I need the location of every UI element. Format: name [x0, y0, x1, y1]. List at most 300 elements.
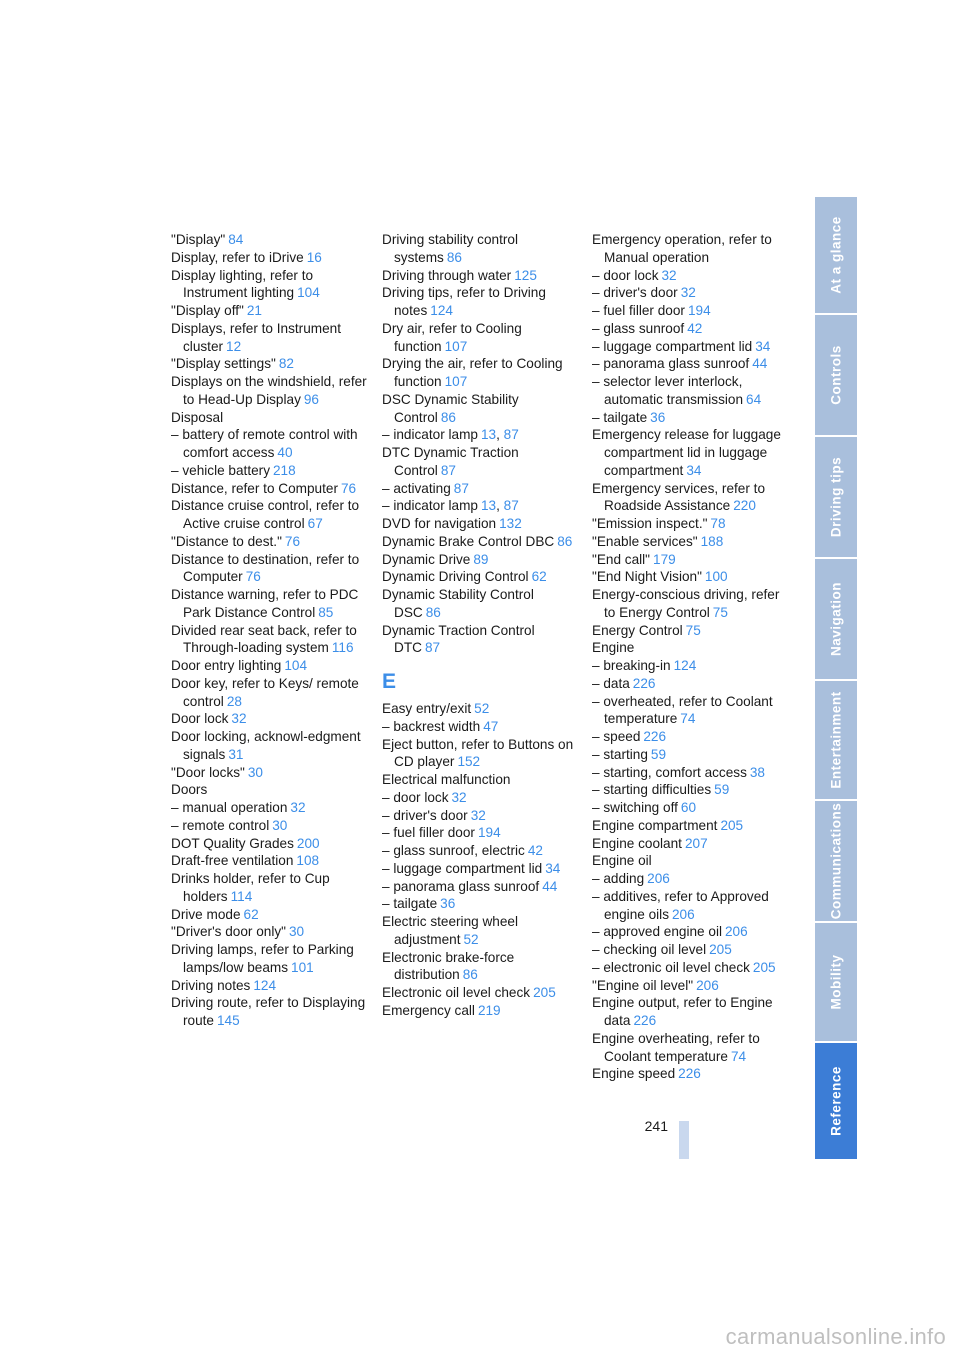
page-link[interactable]: 76 — [245, 569, 261, 585]
page-link[interactable]: 76 — [340, 480, 357, 496]
index-entry-text: – battery of remote control with comfort access — [171, 427, 358, 460]
chapter-tab-label: Reference — [828, 1066, 844, 1136]
page-link[interactable]: 30 — [247, 764, 263, 780]
index-entry — [171, 817, 369, 835]
index-entry-text: Emergency operation, refer to Manual operation — [592, 232, 772, 265]
index-entry — [592, 941, 790, 959]
page-link[interactable]: 44 — [542, 878, 558, 894]
page-link[interactable]: 87 — [440, 462, 456, 478]
page-link[interactable]: 36 — [440, 896, 456, 912]
index-entry-text: – door lock — [382, 789, 449, 805]
page-link[interactable]: 104 — [284, 658, 308, 673]
index-entry — [171, 267, 369, 303]
index-entry — [592, 284, 790, 302]
index-entry — [592, 835, 790, 853]
page-link[interactable]: 205 — [709, 942, 732, 957]
index-entry — [382, 355, 580, 391]
index-entry-text: – indicator lamp — [382, 498, 478, 514]
index-entry — [382, 700, 580, 718]
index-entry — [171, 355, 369, 373]
index-entry — [171, 320, 369, 356]
page-link[interactable]: 219 — [477, 1002, 501, 1018]
index-entry — [171, 551, 369, 587]
page-link[interactable]: 32 — [661, 267, 677, 283]
index-entry-text: Driving route, refer to Displaying route — [171, 995, 366, 1028]
index-entry — [382, 568, 580, 586]
page-link[interactable]: 34 — [755, 338, 771, 354]
page-link[interactable]: 101 — [291, 959, 314, 975]
index-entry-text: "Display settings" — [171, 356, 276, 372]
index-entry — [171, 728, 369, 764]
page-link[interactable]: 87 — [424, 640, 441, 656]
index-entry — [592, 923, 790, 941]
page-link[interactable]: 28 — [226, 693, 242, 709]
page-link[interactable]: 36 — [650, 409, 666, 425]
index-entry-text: – panorama glass sunroof — [382, 878, 540, 894]
index-entry-text: Door lock — [171, 711, 229, 727]
page-link[interactable]: 38 — [749, 764, 765, 780]
index-entry — [171, 994, 369, 1030]
chapter-tab-entertainment[interactable] — [815, 681, 857, 801]
index-entry-text: – fuel filler door — [382, 825, 475, 841]
index-entry — [171, 923, 369, 941]
page-link[interactable]: 74 — [730, 1048, 747, 1064]
page-link[interactable]: 188 — [700, 533, 724, 549]
index-entry-text: DVD for navigation — [382, 516, 497, 531]
page-link[interactable]: 114 — [230, 888, 253, 904]
index-entry — [592, 657, 790, 675]
index-entry-text: Draft-free ventilation — [171, 853, 294, 869]
index-entry-text: "Emission inspect." — [592, 516, 708, 531]
chapter-tab-label: Navigation — [828, 581, 844, 657]
index-entry — [382, 789, 580, 807]
index-entry — [592, 302, 790, 320]
page-link[interactable]: 86 — [440, 409, 456, 425]
index-column-1 — [171, 231, 369, 1030]
index-entry-text: Energy-conscious driving, refer to Energy Control — [592, 587, 780, 620]
page-link[interactable]: 34 — [545, 860, 561, 876]
index-entry-text: Engine — [592, 640, 635, 656]
index-entry-text: – adding — [592, 871, 645, 886]
page-link[interactable]: 84 — [228, 232, 244, 247]
page-link[interactable]: 13 — [480, 498, 497, 514]
page-link[interactable]: 116 — [331, 640, 354, 656]
page-link[interactable]: 67 — [307, 516, 323, 531]
index-entry — [382, 480, 580, 498]
page-link[interactable]: 30 — [272, 817, 288, 833]
page-link[interactable]: 59 — [650, 746, 667, 762]
page-link[interactable]: 86 — [462, 967, 478, 983]
page-link[interactable]: 104 — [297, 285, 320, 301]
page-link[interactable]: 75 — [685, 622, 701, 638]
index-entry — [592, 870, 790, 888]
page-link[interactable]: 44 — [752, 356, 768, 372]
page-link[interactable]: 107 — [444, 338, 468, 354]
page-link[interactable]: 64 — [746, 391, 762, 407]
page-link[interactable]: 32 — [470, 807, 486, 823]
index-entry-text: – data — [592, 675, 630, 691]
index-entry — [592, 426, 790, 479]
index-entry — [382, 267, 580, 285]
index-entry — [171, 373, 369, 409]
index-entry — [171, 870, 369, 906]
index-entry-text: Engine coolant — [592, 835, 682, 851]
page-link[interactable]: 34 — [686, 462, 702, 478]
index-entry — [171, 586, 369, 622]
index-entry — [592, 852, 790, 870]
index-entry — [171, 302, 369, 320]
index-entry-text: Dynamic Traction Control DTC — [382, 622, 535, 656]
page-link[interactable]: 89 — [473, 551, 489, 567]
page-link[interactable]: 179 — [653, 551, 676, 567]
index-entry — [592, 373, 790, 409]
page-link[interactable]: 87 — [503, 498, 519, 514]
page-link[interactable]: 206 — [696, 977, 719, 993]
index-entry — [382, 860, 580, 878]
index-entry-text: – starting — [592, 746, 648, 762]
index-entry — [382, 824, 580, 842]
index-entry — [382, 551, 580, 569]
index-entry-text: Engine compartment — [592, 817, 718, 833]
page-link[interactable]: 218 — [273, 462, 296, 478]
index-entry-text: Drying the air, refer to Cooling function — [382, 356, 563, 389]
index-entry — [592, 693, 790, 729]
chapter-tab-label: Entertainment — [828, 691, 844, 789]
index-entry — [382, 895, 580, 913]
index-column-2 — [382, 231, 580, 1020]
index-entry-text: Driving through water — [382, 267, 512, 283]
index-entry-text: – approved engine oil — [592, 924, 722, 940]
chapter-tab-mobility[interactable] — [815, 923, 857, 1043]
index-entry-text: "Door locks" — [171, 764, 245, 780]
page-link[interactable]: 52 — [463, 931, 479, 947]
page-link[interactable]: 62 — [531, 569, 547, 585]
index-entry — [171, 462, 369, 480]
page-link[interactable]: 82 — [278, 356, 294, 372]
page-link[interactable]: 205 — [720, 817, 744, 833]
index-entry-text: Dry air, refer to Cooling function — [382, 320, 522, 354]
index-entry — [592, 817, 790, 835]
index-entry-text: – starting, comfort access — [592, 764, 747, 780]
page-link[interactable]: 42 — [687, 320, 703, 336]
page-link[interactable]: 87 — [503, 427, 519, 443]
index-entry-text: – overheated, refer to Coolant temperature — [592, 693, 773, 727]
index-entry-text: – switching off — [592, 800, 678, 815]
index-entry: – indicator lamp 13, 87 — [382, 427, 519, 443]
index-entry-text: "End Night Vision" — [592, 569, 702, 585]
index-entry — [382, 984, 580, 1002]
watermark: carmanualsonline.info — [725, 1324, 946, 1349]
index-entry — [171, 710, 369, 728]
index-entry-text: – driver's door — [382, 807, 468, 823]
page-link[interactable]: 47 — [483, 718, 499, 734]
index-entry — [592, 799, 790, 817]
index-entry-text: Distance warning, refer to PDC Park Distance Control — [171, 587, 359, 620]
index-entry — [592, 728, 790, 746]
index-entry-text: – selector lever interlock, automatic transmission — [592, 374, 744, 407]
index-entry — [382, 913, 580, 949]
index-entry-text: "Driver's door only" — [171, 924, 286, 940]
page-link[interactable]: 59 — [714, 782, 730, 798]
index-entry-text: Emergency release for luggage compartment lid in luggage compartment — [592, 427, 781, 478]
index-entry-text: – driver's door — [592, 285, 678, 301]
index-entry-text: DTC Dynamic Traction Control — [382, 445, 519, 478]
index-entry-text: "Display" — [171, 232, 226, 247]
index-entry-text: Electronic brake-force distribution — [382, 949, 515, 983]
index-entry — [592, 639, 790, 657]
index-entry — [171, 622, 369, 658]
index-entry — [592, 568, 790, 586]
page-link[interactable]: 205 — [533, 985, 556, 1000]
index-entry-text: Distance to destination, refer to Computer — [171, 551, 360, 585]
page-link[interactable]: 152 — [457, 754, 481, 770]
index-entry — [171, 906, 369, 924]
page-link[interactable]: 32 — [231, 711, 247, 727]
index-entry-text: Drive mode — [171, 906, 241, 922]
index-entry-text: Engine speed — [592, 1066, 676, 1082]
index-entry — [171, 799, 369, 817]
page-link[interactable]: 13 — [480, 427, 497, 443]
index-entry-text: – tailgate — [592, 409, 648, 425]
chapter-tab-label: At a glance — [828, 216, 844, 294]
index-entry — [171, 977, 369, 995]
page-link[interactable]: 16 — [306, 249, 322, 265]
page-link[interactable]: 226 — [678, 1066, 701, 1082]
chapter-tab-navigation[interactable] — [815, 559, 857, 681]
index-entry-text: Dynamic Stability Control DSC — [382, 587, 534, 620]
page-link[interactable]: 226 — [632, 675, 656, 691]
page-link[interactable]: 124 — [430, 303, 453, 318]
index-entry-text: – panorama glass sunroof — [592, 356, 750, 372]
index-entry — [592, 622, 790, 640]
index-entry-text: Displays, refer to Instrument cluster — [171, 320, 341, 354]
page-link[interactable]: 74 — [680, 711, 696, 727]
page-link[interactable]: 86 — [557, 533, 573, 549]
page-link[interactable]: 226 — [633, 1013, 657, 1028]
section-letter: E — [382, 670, 397, 693]
page-link[interactable]: 194 — [477, 825, 501, 841]
index-entry-text: – starting difficulties — [592, 782, 712, 798]
index-entry — [382, 586, 580, 622]
page-link[interactable]: 30 — [289, 924, 305, 940]
index-entry — [171, 533, 369, 551]
page-link[interactable]: 124 — [673, 658, 697, 673]
index-entry — [592, 888, 790, 924]
index-entry — [382, 622, 580, 658]
page-link[interactable]: 42 — [527, 843, 543, 858]
index-entry-text: – door lock — [592, 267, 659, 283]
index-entry-text: Distance cruise control, refer to Active cruise control — [171, 498, 360, 531]
page-link[interactable]: 206 — [725, 924, 748, 940]
index-entry — [382, 807, 580, 825]
page-link[interactable]: 96 — [303, 391, 319, 407]
index-entry-text: Driving stability control systems — [382, 232, 518, 265]
index-entry — [171, 764, 369, 782]
page-link[interactable]: 206 — [672, 906, 695, 922]
page-link[interactable]: 31 — [228, 746, 244, 762]
index-entry — [171, 675, 369, 711]
index-entry-text: Energy Control — [592, 622, 683, 638]
index-entry-text: – checking oil level — [592, 942, 707, 957]
index-entry-text: Doors — [171, 782, 208, 798]
index-entry — [592, 1065, 790, 1083]
index-entry-text: – luggage compartment lid — [592, 338, 753, 354]
index-entry-text: DOT Quality Grades — [171, 835, 294, 851]
index-entry — [382, 878, 580, 896]
page-number-bar — [679, 1121, 689, 1159]
page-link[interactable]: 125 — [514, 267, 537, 283]
page-link[interactable]: 124 — [253, 977, 277, 993]
index-entry — [382, 736, 580, 772]
index-entry-text: Emergency services, refer to Roadside Assistance — [592, 480, 766, 514]
index-entry-text: Engine oil — [592, 853, 652, 869]
index-entry: – indicator lamp 13, 87 — [382, 498, 519, 514]
index-entry-text: "Enable services" — [592, 533, 698, 549]
index-entry-text: Eject button, refer to Buttons on CD player — [382, 736, 574, 770]
index-entry — [171, 480, 369, 498]
index-entry-text: DSC Dynamic Stability Control — [382, 391, 519, 425]
index-entry-text: Dynamic Brake Control DBC — [382, 533, 555, 549]
index-entry-text: Displays on the windshield, refer to Head-Up Display — [171, 374, 367, 407]
page-link[interactable]: 194 — [687, 303, 711, 318]
page-link[interactable]: 32 — [290, 800, 306, 815]
index-entry-text: Emergency call — [382, 1002, 475, 1018]
chapter-tab-label: Communications — [828, 802, 844, 920]
index-entry — [382, 1002, 580, 1020]
page-link[interactable]: 32 — [451, 789, 467, 805]
page-link[interactable]: 86 — [425, 604, 441, 620]
index-entry — [382, 284, 580, 320]
index-entry-text: Disposal — [171, 409, 224, 425]
page-link[interactable]: 60 — [680, 800, 697, 815]
index-entry-text: Display lighting, refer to Instrument lighting — [171, 267, 314, 301]
chapter-tab-label: Driving tips — [828, 456, 844, 538]
index-entry-text: Divided rear seat back, refer to Through-loading system — [171, 622, 357, 656]
page-link[interactable]: 85 — [318, 604, 334, 620]
page-link[interactable]: 76 — [284, 533, 301, 549]
page-link[interactable]: 75 — [712, 604, 728, 620]
page-link[interactable]: 205 — [752, 959, 776, 975]
page-link[interactable]: 86 — [446, 249, 462, 265]
index-entry-text: Door locking, acknowl-edgment signals — [171, 729, 361, 762]
index-entry — [592, 480, 790, 516]
index-entry-text: – breaking-in — [592, 658, 671, 673]
index-entry — [592, 586, 790, 622]
page-link[interactable]: 52 — [474, 701, 490, 716]
index-entry-text: – activating — [382, 480, 451, 496]
index-entry — [382, 842, 580, 860]
index-entry — [592, 675, 790, 693]
index-entry-text: – glass sunroof — [592, 320, 685, 336]
index-entry — [171, 497, 369, 533]
chapter-tab-reference[interactable] — [815, 1043, 857, 1161]
index-entry — [592, 267, 790, 285]
index-entry — [592, 533, 790, 551]
index-entry-text: – luggage compartment lid — [382, 860, 543, 876]
index-entry-text: – vehicle battery — [171, 462, 270, 478]
index-entry — [592, 355, 790, 373]
index-entry-text: Door key, refer to Keys/ remote control — [171, 675, 359, 709]
chapter-tab-driving-tips[interactable] — [815, 437, 857, 559]
page-link[interactable]: 21 — [246, 303, 262, 318]
index-entry-text: Driving tips, refer to Driving notes — [382, 285, 546, 318]
index-entry — [382, 533, 580, 551]
index-column-3 — [592, 231, 790, 1083]
page-link[interactable]: 12 — [226, 338, 242, 354]
page-link[interactable]: 132 — [499, 516, 522, 531]
index-entry-text: Engine overheating, refer to Coolant temperature — [592, 1030, 760, 1064]
index-entry-text: "Distance to dest." — [171, 533, 282, 549]
index-entry — [592, 746, 790, 764]
index-entry-text: – speed — [592, 729, 641, 744]
index-entry-text: – electronic oil level check — [592, 959, 750, 975]
page-link[interactable]: 107 — [444, 374, 468, 389]
page-link[interactable]: 226 — [643, 729, 667, 744]
index-entry — [171, 249, 369, 267]
index-entry — [592, 1030, 790, 1066]
page-link[interactable]: 108 — [296, 853, 320, 869]
page-link[interactable]: 220 — [733, 498, 756, 514]
index-entry — [382, 391, 580, 427]
index-entry — [592, 959, 790, 977]
index-entry — [171, 852, 369, 870]
index-entry — [592, 551, 790, 569]
page-link[interactable]: 207 — [684, 835, 708, 851]
chapter-tabs — [815, 197, 857, 1161]
index-entry-text: Drinks holder, refer to Cup holders — [171, 871, 330, 904]
index-entry-text: "End call" — [592, 551, 651, 567]
page-number: 241 — [644, 1118, 668, 1134]
index-entry — [382, 515, 580, 533]
page-link[interactable]: 62 — [243, 906, 259, 922]
page-link[interactable]: 200 — [296, 835, 320, 851]
index-entry — [382, 771, 580, 789]
index-entry — [171, 426, 369, 462]
index-entry-text: – tailgate — [382, 896, 438, 912]
index-entry — [592, 231, 790, 267]
page-link[interactable]: 32 — [680, 285, 696, 301]
index-entry — [382, 231, 580, 267]
chapter-tab-communications[interactable] — [815, 801, 857, 923]
index-entry-text: – remote control — [171, 817, 270, 833]
index-entry — [171, 781, 369, 799]
page-link[interactable]: 145 — [216, 1013, 240, 1028]
index-entry-text: Door entry lighting — [171, 658, 282, 673]
index-entry — [592, 781, 790, 799]
page-link[interactable]: 100 — [704, 569, 728, 585]
index-entry-text: – additives, refer to Approved engine oils — [592, 888, 769, 922]
index-entry — [171, 409, 369, 427]
index-entry — [171, 835, 369, 853]
chapter-tab-at-a-glance[interactable] — [815, 197, 857, 315]
chapter-tab-label: Controls — [828, 345, 844, 405]
index-entry — [592, 515, 790, 533]
page-link[interactable]: 206 — [647, 871, 670, 886]
index-entry — [592, 977, 790, 995]
chapter-tab-label: Mobility — [828, 954, 844, 1010]
index-entry — [171, 657, 369, 675]
index-entry — [171, 941, 369, 977]
index-entry-text: Distance, refer to Computer — [171, 480, 338, 496]
page-link[interactable]: 78 — [710, 516, 726, 531]
index-entry-text: Driving lamps, refer to Parking lamps/low beams — [171, 942, 354, 975]
chapter-tab-controls[interactable] — [815, 315, 857, 437]
index-entry-text: "Display off" — [171, 303, 244, 318]
page-link[interactable]: 40 — [277, 445, 293, 460]
index-entry — [382, 949, 580, 985]
index-entry — [382, 718, 580, 736]
page-link[interactable]: 87 — [453, 480, 469, 496]
